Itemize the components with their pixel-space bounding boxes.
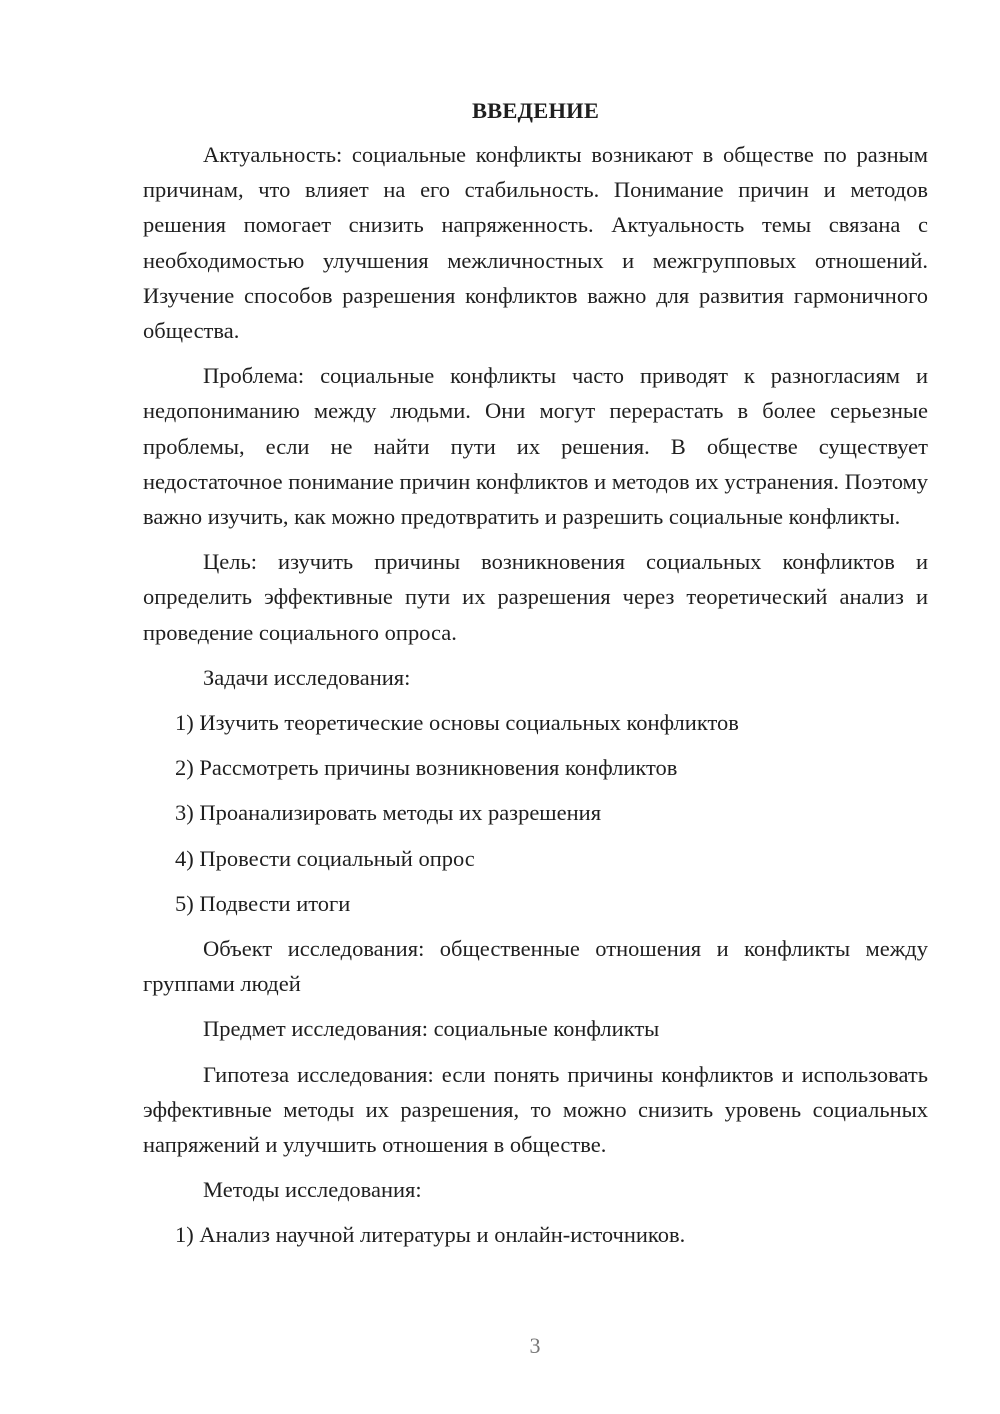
methods-label: Методы исследования: (203, 1177, 422, 1203)
section-title: ВВЕДЕНИЕ (471, 98, 600, 123)
task-item-3: 3) Проанализировать методы их разрешения (175, 800, 602, 826)
relevance-paragraph: Актуальность: социальные конфликты возникают в обществе по разным причинам, что влияет на его стабильность. Понимание причин и методов решения помогает снизить напряженность. Актуальность темы связана с необходимостью улучшения межличностных и межгрупповых отношений. Изучение способов разрешения конфликтов важно для развития гармоничного общества. (143, 142, 928, 344)
goal-paragraph: Цель: изучить причины возникновения социальных конфликтов и определить эффективные пути их разрешения через теоретический анализ и проведение социального опроса. (143, 549, 928, 645)
task-item-2: 2) Рассмотреть причины возникновения конфликтов (175, 755, 678, 781)
task-item-1: 1) Изучить теоретические основы социальных конфликтов (175, 710, 739, 736)
task-item-5: 5) Подвести итоги (175, 890, 351, 916)
task-item-4: 4) Провести социальный опрос (175, 845, 475, 871)
object-paragraph: Объект исследования: общественные отношения и конфликты между группами людей (143, 936, 928, 997)
problem-paragraph: Проблема: социальные конфликты часто приводят к разногласиям и недопониманию между людьми. Они могут перерастать в более серьезные проблемы, если не найти пути их решения. В обществе существует недостаточное понимание причин конфликтов и методов их устранения. Поэтому важно изучить, как можно предотвратить и разрешить социальные конфликты. (143, 363, 928, 530)
hypothesis-paragraph: Гипотеза исследования: если понять причины конфликтов и использовать эффективные методы их разрешения, то можно снизить уровень социальных напряжений и улучшить отношения в обществе. (143, 1061, 928, 1158)
tasks-label: Задачи исследования: (203, 664, 411, 690)
page-number: 3 (529, 1333, 541, 1358)
subject-paragraph: Предмет исследования: социальные конфликты (203, 1016, 660, 1042)
method-item-1: 1) Анализ научной литературы и онлайн-источников. (175, 1222, 686, 1248)
document-page (143, 95, 928, 1263)
